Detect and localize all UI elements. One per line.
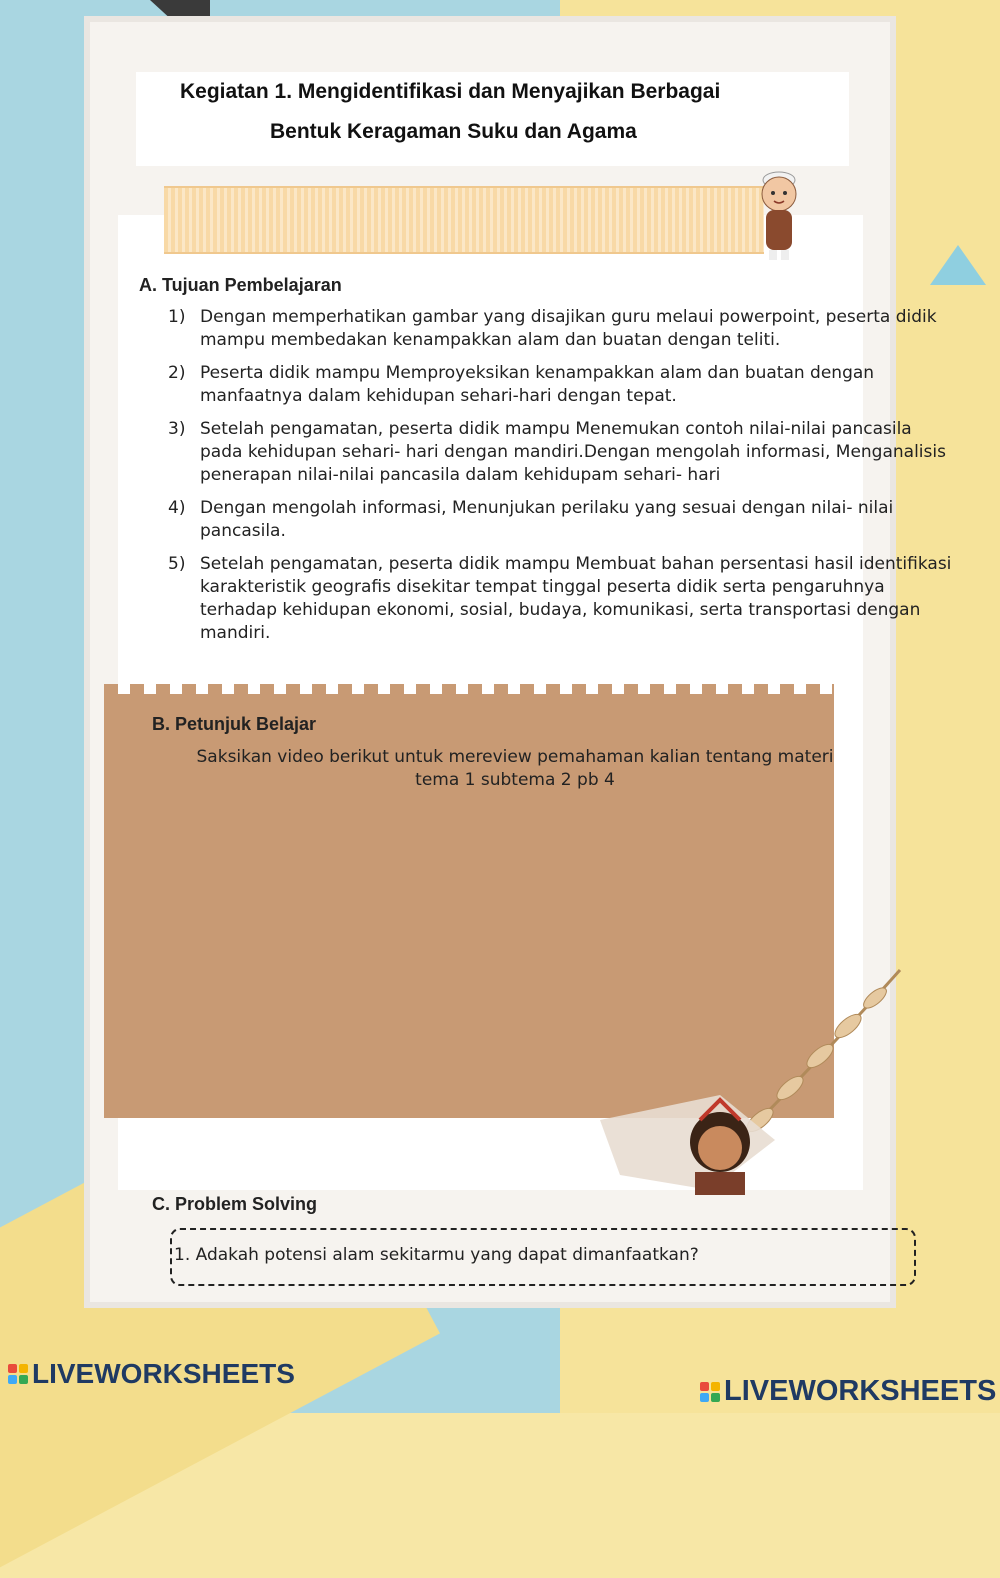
list-item [168,553,958,645]
section-c-heading: C. Problem Solving [152,1194,318,1214]
page-title: Kegiatan 1. Mengidentifikasi dan Menyajikan Berbagai [180,80,721,103]
logo-grid-icon [700,1382,720,1402]
section-a-heading: A. Tujuan Pembelajaran [139,275,342,295]
list-item [168,418,958,487]
logo-text: LIVEWORKSHEETS [724,1375,997,1407]
list-text: Setelah pengamatan, peserta didik mampu Menemukan contoh nilai-nilai pancasila pada kehidupan sehari- hari dengan mandiri.Dengan mengolah informasi, Menganalisis penerapan nilai-nilai pancasila dalam kehidupam sehari- hari [200,419,946,485]
list-number: 5) [168,554,186,574]
liveworksheets-logo-right [700,1375,996,1408]
liveworksheets-logo-left [8,1358,295,1390]
video-instruction-line2: tema 1 subtema 2 pb 4 [415,770,615,790]
list-number: 4) [168,498,186,518]
goal-list [168,306,958,655]
page-subtitle: Bentuk Keragaman Suku dan Agama [270,120,637,143]
girl-character-icon [600,1080,790,1195]
list-number: 2) [168,363,186,383]
question-text: 1. Adakah potensi alam sekitarmu yang dapat dimanfaatkan? [174,1245,699,1265]
title-box [136,72,849,166]
tape-strip [164,186,764,254]
list-number: 1) [168,307,186,327]
logo-grid-icon [8,1364,28,1384]
list-text: Dengan mengolah informasi, Menunjukan perilaku yang sesuai dengan nilai- nilai pancasila. [200,498,894,541]
section-b-heading: B. Petunjuk Belajar [152,714,317,734]
list-item [168,362,958,408]
list-number: 3) [168,419,186,439]
list-item [168,306,958,352]
video-instruction-line1: Saksikan video berikut untuk mereview pemahaman kalian tentang materi [196,747,834,767]
list-item [168,497,958,543]
logo-text: LIVEWORKSHEETS [32,1358,295,1389]
video-instruction [150,746,880,792]
boy-character-icon [752,170,806,264]
list-text: Setelah pengamatan, peserta didik mampu Membuat bahan persentasi hasil identifikasi karakteristik geografis disekitar tempat tinggal peserta didik serta pengaruhnya terhadap kehidupan ekonomi, sosial, budaya, komunikasi, serta transportasi dengan mandiri. [200,554,952,643]
triangle-decor-icon [930,245,986,285]
list-text: Peserta didik mampu Memproyeksikan kenampakkan alam dan buatan dengan manfaatnya dalam kehidupan sehari-hari dengan tepat. [200,363,875,406]
list-text: Dengan memperhatikan gambar yang disajikan guru melaui powerpoint, peserta didik mampu membedakan kenampakkan alam dan buatan dengan teliti. [200,307,937,350]
